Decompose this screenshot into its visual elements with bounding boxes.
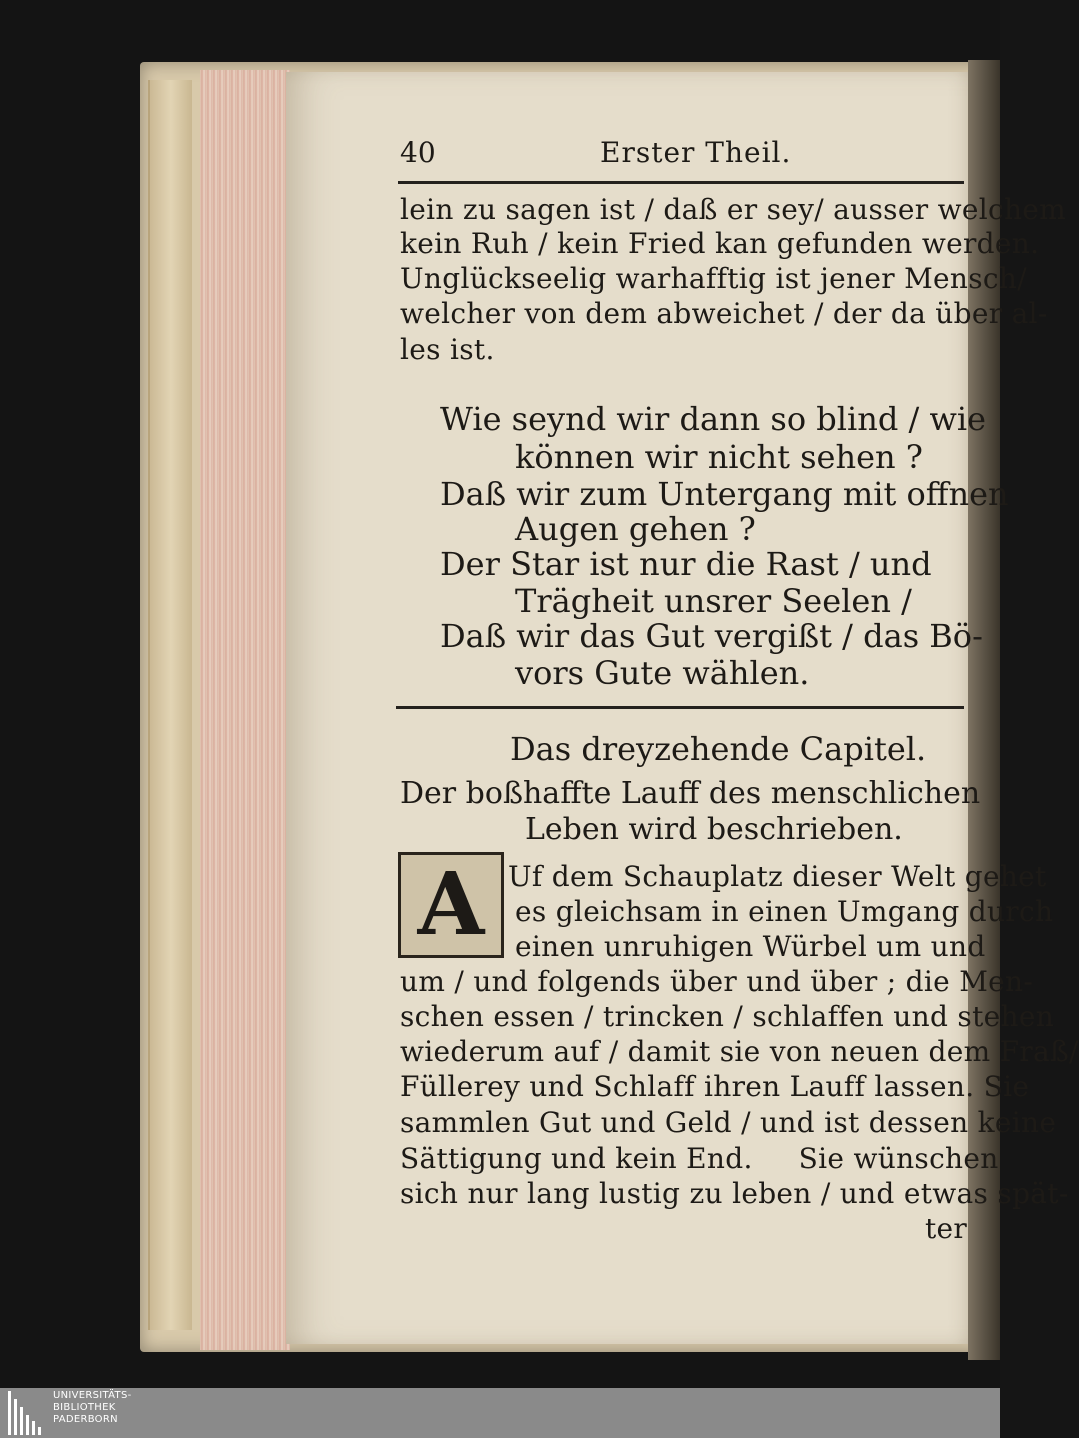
verse-line: Der Star ist nur die Rast / und — [440, 545, 932, 583]
verse-line: Daß wir zum Untergang mit offnen — [440, 475, 1009, 513]
verse-line: können wir nicht sehen ? — [515, 438, 923, 476]
library-logo-line: BIBLIOTHEK — [53, 1402, 116, 1413]
body-line: Unglückseelig warhafftig ist jener Mensch/ — [400, 262, 1027, 295]
library-footer — [0, 1388, 1000, 1438]
body-line: einen unruhigen Würbel um und — [515, 930, 986, 963]
library-logo-icon — [8, 1391, 44, 1435]
page-edges — [200, 70, 290, 1350]
body-line: Uf dem Schauplatz dieser Welt gehet — [508, 860, 1047, 893]
body-line: wiederum auf / damit sie von neuen dem Fraß/ — [400, 1035, 1079, 1068]
chapter-subtitle-line: Leben wird beschrieben. — [525, 812, 903, 847]
body-line: um / und folgends über und über ; die Men- — [400, 965, 1034, 998]
cover-fold — [148, 80, 192, 1330]
library-logo-line: PADERBORN — [53, 1414, 118, 1425]
body-line: sich nur lang lustig zu leben / und etwas spät- — [400, 1177, 1069, 1210]
page-number: 40 — [400, 136, 436, 169]
body-line: Sättigung und kein End. Sie wünschen — [400, 1142, 999, 1175]
verse-line: vors Gute wählen. — [515, 654, 810, 692]
body-line: les ist. — [400, 333, 495, 366]
body-line: Füllerey und Schlaff ihren Lauff lassen. Sie — [400, 1070, 1030, 1103]
chapter-title: Das dreyzehende Capitel. — [510, 730, 927, 768]
running-head: Erster Theil. — [600, 136, 792, 169]
body-line: welcher von dem abweichet / der da über al- — [400, 297, 1048, 330]
body-line: lein zu sagen ist / daß er sey/ ausser welchem — [400, 193, 1067, 226]
verse-line: Trägheit unsrer Seelen / — [515, 582, 912, 620]
header-rule — [398, 181, 964, 184]
chapter-subtitle-line: Der boßhaffte Lauff des menschlichen — [400, 776, 981, 811]
verse-line: Wie seynd wir dann so blind / wie — [440, 400, 987, 438]
chapter-rule — [396, 706, 964, 709]
body-line: schen essen / trincken / schlaffen und stehen — [400, 1000, 1055, 1033]
verse-line: Daß wir das Gut vergißt / das Bö- — [440, 617, 983, 655]
library-logo-line: UNIVERSITÄTS- — [53, 1390, 132, 1401]
verse-line: Augen gehen ? — [515, 510, 756, 548]
body-line: kein Ruh / kein Fried kan gefunden werden. — [400, 227, 1040, 260]
decorated-initial: A — [398, 852, 504, 958]
body-line: es gleichsam in einen Umgang durch — [515, 895, 1054, 928]
catchword: ter — [925, 1212, 968, 1245]
body-line: sammlen Gut und Geld / und ist dessen keine — [400, 1106, 1057, 1139]
